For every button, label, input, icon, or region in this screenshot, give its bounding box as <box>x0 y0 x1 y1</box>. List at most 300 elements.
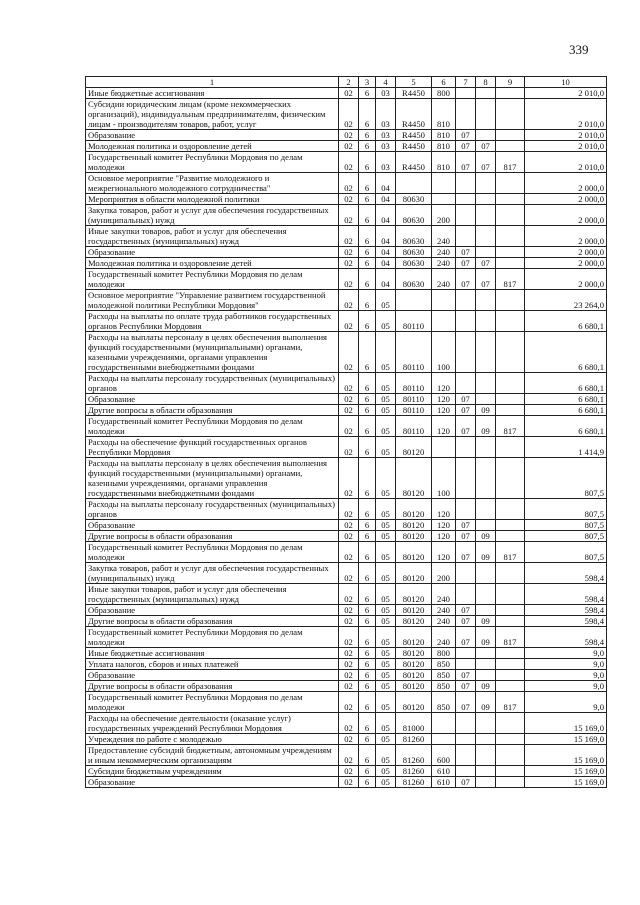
code-cell: 80120 <box>396 681 432 692</box>
table-row <box>86 616 607 627</box>
row-label: Мероприятия в области молодежной политики <box>86 194 339 205</box>
code-cell: 03 <box>376 130 396 141</box>
code-cell: 05 <box>376 745 396 766</box>
amount-cell: 807,5 <box>525 458 607 499</box>
code-cell: 05 <box>376 681 396 692</box>
code-cell: 02 <box>339 766 359 777</box>
table-row <box>86 405 607 416</box>
amount-cell: 15 169,0 <box>525 777 607 788</box>
code-cell: 05 <box>376 584 396 605</box>
row-label: Другие вопросы в области образования <box>86 531 339 542</box>
amount-cell: 1 414,9 <box>525 437 607 458</box>
row-label: Образование <box>86 670 339 681</box>
code-cell: 120 <box>432 542 456 563</box>
code-cell <box>432 437 456 458</box>
code-cell <box>456 766 476 777</box>
code-cell <box>476 563 496 584</box>
code-cell <box>456 88 476 99</box>
table-row <box>86 173 607 194</box>
code-cell <box>496 605 525 616</box>
amount-cell: 9,0 <box>525 692 607 713</box>
code-cell: 02 <box>339 437 359 458</box>
code-cell: 02 <box>339 269 359 290</box>
row-label: Государственный комитет Республики Мордовия по делам молодежи <box>86 692 339 713</box>
code-cell: 81000 <box>396 713 432 734</box>
code-cell: 6 <box>359 130 376 141</box>
code-cell <box>456 226 476 247</box>
table-row <box>86 332 607 373</box>
table-row <box>86 713 607 734</box>
code-cell: 07 <box>456 405 476 416</box>
code-cell: 80630 <box>396 258 432 269</box>
code-cell: 04 <box>376 258 396 269</box>
code-cell: 05 <box>376 563 396 584</box>
amount-cell: 6 680,1 <box>525 405 607 416</box>
code-cell: 850 <box>432 692 456 713</box>
table-row <box>86 627 607 648</box>
code-cell: 09 <box>476 542 496 563</box>
row-label: Расходы на обеспечение деятельности (оказание услуг) государственных учреждений Республики Мордовия <box>86 713 339 734</box>
code-cell: 05 <box>376 290 396 311</box>
code-cell: 800 <box>432 648 456 659</box>
code-cell: 05 <box>376 332 396 373</box>
amount-cell: 598,4 <box>525 605 607 616</box>
code-cell <box>456 745 476 766</box>
code-cell <box>496 405 525 416</box>
code-cell: 80120 <box>396 605 432 616</box>
code-cell: 81260 <box>396 777 432 788</box>
code-cell: 80630 <box>396 205 432 226</box>
code-cell: 6 <box>359 152 376 173</box>
row-label: Образование <box>86 130 339 141</box>
amount-cell: 598,4 <box>525 627 607 648</box>
row-label: Образование <box>86 247 339 258</box>
code-cell: 05 <box>376 777 396 788</box>
code-cell: 6 <box>359 542 376 563</box>
code-cell: 80120 <box>396 659 432 670</box>
code-cell: 80110 <box>396 311 432 332</box>
amount-cell: 807,5 <box>525 520 607 531</box>
code-cell: 80110 <box>396 394 432 405</box>
table-row <box>86 88 607 99</box>
code-cell: 04 <box>376 173 396 194</box>
code-cell <box>496 670 525 681</box>
code-cell <box>396 173 432 194</box>
code-cell: 6 <box>359 405 376 416</box>
code-cell <box>496 520 525 531</box>
amount-cell: 2 000,0 <box>525 205 607 226</box>
row-label: Расходы на выплаты персоналу в целях обеспечения выполнения функций государственными (муниципальными) органами, казенными учреждениями, органами управления государственными внебюджетными фондами <box>86 458 339 499</box>
code-cell <box>496 584 525 605</box>
table-row <box>86 520 607 531</box>
code-cell <box>476 584 496 605</box>
amount-cell: 2 000,0 <box>525 247 607 258</box>
row-label: Расходы на выплаты персоналу в целях обеспечения выполнения функций государственными (муниципальными) органами, казенными учреждениями, органами управления государственными внебюджетными фондами <box>86 332 339 373</box>
code-cell: 07 <box>456 520 476 531</box>
code-cell: 02 <box>339 405 359 416</box>
code-cell: 6 <box>359 88 376 99</box>
code-cell: R4450 <box>396 88 432 99</box>
code-cell: 80110 <box>396 373 432 394</box>
code-cell: 6 <box>359 311 376 332</box>
code-cell <box>456 332 476 373</box>
amount-cell: 2 000,0 <box>525 226 607 247</box>
code-cell: 05 <box>376 627 396 648</box>
code-cell: 02 <box>339 205 359 226</box>
code-cell <box>496 766 525 777</box>
table-row <box>86 766 607 777</box>
code-cell: 07 <box>456 531 476 542</box>
code-cell: 07 <box>456 394 476 405</box>
table-row <box>86 99 607 130</box>
amount-cell: 2 000,0 <box>525 173 607 194</box>
code-cell: 6 <box>359 226 376 247</box>
code-cell: 6 <box>359 766 376 777</box>
header-cell: 3 <box>359 77 376 88</box>
code-cell: 09 <box>476 531 496 542</box>
code-cell: 02 <box>339 734 359 745</box>
code-cell: 02 <box>339 247 359 258</box>
code-cell <box>496 437 525 458</box>
header-cell: 5 <box>396 77 432 88</box>
code-cell: 03 <box>376 141 396 152</box>
code-cell: 6 <box>359 99 376 130</box>
code-cell <box>456 563 476 584</box>
code-cell: 07 <box>456 616 476 627</box>
code-cell <box>456 499 476 520</box>
code-cell: 09 <box>476 627 496 648</box>
code-cell <box>496 258 525 269</box>
amount-cell: 15 169,0 <box>525 766 607 777</box>
table-row <box>86 416 607 437</box>
code-cell: 07 <box>476 152 496 173</box>
table-row <box>86 692 607 713</box>
code-cell: 02 <box>339 520 359 531</box>
code-cell <box>496 226 525 247</box>
row-label: Государственный комитет Республики Мордовия по делам молодежи <box>86 627 339 648</box>
code-cell <box>476 777 496 788</box>
code-cell: 6 <box>359 627 376 648</box>
code-cell: 810 <box>432 152 456 173</box>
code-cell: 240 <box>432 258 456 269</box>
table-row <box>86 563 607 584</box>
code-cell: 02 <box>339 458 359 499</box>
code-cell <box>496 173 525 194</box>
table-row <box>86 777 607 788</box>
code-cell: 07 <box>456 247 476 258</box>
code-cell: 02 <box>339 152 359 173</box>
code-cell <box>496 734 525 745</box>
code-cell: 80120 <box>396 458 432 499</box>
code-cell <box>496 99 525 130</box>
code-cell: 05 <box>376 542 396 563</box>
code-cell: 02 <box>339 373 359 394</box>
code-cell: 07 <box>456 692 476 713</box>
code-cell <box>476 437 496 458</box>
code-cell: 07 <box>476 269 496 290</box>
code-cell: 6 <box>359 269 376 290</box>
code-cell: 02 <box>339 194 359 205</box>
amount-cell: 2 000,0 <box>525 258 607 269</box>
amount-cell: 15 169,0 <box>525 734 607 745</box>
row-label: Предоставление субсидий бюджетным, автономным учреждениям и иным некоммерческим организациям <box>86 745 339 766</box>
code-cell: 6 <box>359 777 376 788</box>
code-cell: 02 <box>339 616 359 627</box>
table-row <box>86 458 607 499</box>
row-label: Государственный комитет Республики Мордовия по делам молодежи <box>86 152 339 173</box>
code-cell: 07 <box>456 258 476 269</box>
code-cell <box>476 311 496 332</box>
code-cell: 05 <box>376 605 396 616</box>
code-cell <box>456 99 476 130</box>
amount-cell: 598,4 <box>525 563 607 584</box>
amount-cell: 2 010,0 <box>525 88 607 99</box>
amount-cell: 2 010,0 <box>525 130 607 141</box>
table-row <box>86 531 607 542</box>
table-row <box>86 258 607 269</box>
row-label: Закупка товаров, работ и услуг для обеспечения государственных (муниципальных) нужд <box>86 205 339 226</box>
header-cell: 7 <box>456 77 476 88</box>
code-cell: 80630 <box>396 226 432 247</box>
code-cell: 05 <box>376 416 396 437</box>
table-row <box>86 681 607 692</box>
code-cell: 02 <box>339 332 359 373</box>
code-cell: 02 <box>339 130 359 141</box>
row-label: Расходы на выплаты персоналу государственных (муниципальных) органов <box>86 373 339 394</box>
code-cell: 6 <box>359 531 376 542</box>
code-cell <box>496 713 525 734</box>
row-label: Закупка товаров, работ и услуг для обеспечения государственных (муниципальных) нужд <box>86 563 339 584</box>
row-label: Образование <box>86 394 339 405</box>
table-row <box>86 269 607 290</box>
code-cell: 09 <box>476 405 496 416</box>
row-label: Государственный комитет Республики Мордовия по делам молодежи <box>86 269 339 290</box>
code-cell: 200 <box>432 205 456 226</box>
code-cell: 6 <box>359 745 376 766</box>
code-cell: 07 <box>456 670 476 681</box>
code-cell: 600 <box>432 745 456 766</box>
code-cell: 80120 <box>396 670 432 681</box>
row-label: Иные бюджетные ассигнования <box>86 88 339 99</box>
code-cell <box>432 311 456 332</box>
code-cell <box>456 311 476 332</box>
row-label: Молодежная политика и оздоровление детей <box>86 258 339 269</box>
code-cell: 6 <box>359 563 376 584</box>
table-row <box>86 734 607 745</box>
code-cell <box>476 290 496 311</box>
code-cell: R4450 <box>396 152 432 173</box>
row-label: Государственный комитет Республики Мордовия по делам молодежи <box>86 542 339 563</box>
code-cell: 100 <box>432 332 456 373</box>
code-cell <box>496 499 525 520</box>
amount-cell: 2 000,0 <box>525 194 607 205</box>
code-cell: 07 <box>456 605 476 616</box>
code-cell <box>476 670 496 681</box>
amount-cell: 807,5 <box>525 499 607 520</box>
code-cell <box>456 734 476 745</box>
code-cell: 6 <box>359 584 376 605</box>
code-cell <box>496 205 525 226</box>
code-cell: 09 <box>476 692 496 713</box>
table-row <box>86 394 607 405</box>
code-cell: 80120 <box>396 584 432 605</box>
code-cell: 02 <box>339 563 359 584</box>
code-cell: 02 <box>339 394 359 405</box>
code-cell: 04 <box>376 226 396 247</box>
code-cell: 80120 <box>396 531 432 542</box>
amount-cell: 23 264,0 <box>525 290 607 311</box>
code-cell: 817 <box>496 627 525 648</box>
amount-cell: 2 010,0 <box>525 99 607 130</box>
code-cell <box>496 659 525 670</box>
row-label: Образование <box>86 605 339 616</box>
table-row <box>86 542 607 563</box>
code-cell: 810 <box>432 130 456 141</box>
table-row <box>86 670 607 681</box>
header-cell: 10 <box>525 77 607 88</box>
code-cell: 05 <box>376 713 396 734</box>
code-cell: 02 <box>339 777 359 788</box>
code-cell <box>476 648 496 659</box>
code-cell: 02 <box>339 648 359 659</box>
row-label: Иные закупки товаров, работ и услуг для обеспечения государственных (муниципальных) нужд <box>86 226 339 247</box>
code-cell: 80120 <box>396 499 432 520</box>
code-cell: 240 <box>432 627 456 648</box>
code-cell: 610 <box>432 777 456 788</box>
table-row <box>86 311 607 332</box>
code-cell: 05 <box>376 734 396 745</box>
amount-cell: 598,4 <box>525 616 607 627</box>
code-cell: 02 <box>339 542 359 563</box>
code-cell: 120 <box>432 520 456 531</box>
amount-cell: 2 000,0 <box>525 269 607 290</box>
code-cell: 09 <box>476 616 496 627</box>
table-row <box>86 194 607 205</box>
code-cell <box>496 531 525 542</box>
code-cell: 80120 <box>396 437 432 458</box>
code-cell: 04 <box>376 194 396 205</box>
code-cell: 04 <box>376 247 396 258</box>
row-label: Государственный комитет Республики Мордовия по делам молодежи <box>86 416 339 437</box>
code-cell: 6 <box>359 290 376 311</box>
code-cell: 6 <box>359 437 376 458</box>
code-cell <box>496 648 525 659</box>
header-cell: 8 <box>476 77 496 88</box>
code-cell: 05 <box>376 373 396 394</box>
code-cell <box>496 394 525 405</box>
table-row <box>86 745 607 766</box>
amount-cell: 6 680,1 <box>525 311 607 332</box>
row-label: Расходы на обеспечение функций государственных органов Республики Мордовия <box>86 437 339 458</box>
row-label: Основное мероприятие "Управление развитием государственной молодежной политики Республики Мордовия" <box>86 290 339 311</box>
amount-cell: 9,0 <box>525 681 607 692</box>
table-row <box>86 659 607 670</box>
table-row <box>86 141 607 152</box>
amount-cell: 9,0 <box>525 648 607 659</box>
code-cell: 6 <box>359 520 376 531</box>
code-cell: 09 <box>476 681 496 692</box>
code-cell: 02 <box>339 173 359 194</box>
code-cell <box>476 745 496 766</box>
code-cell: 240 <box>432 616 456 627</box>
code-cell: 6 <box>359 373 376 394</box>
code-cell: 05 <box>376 405 396 416</box>
code-cell: 80110 <box>396 405 432 416</box>
code-cell: 05 <box>376 648 396 659</box>
code-cell: 09 <box>476 416 496 437</box>
code-cell <box>456 373 476 394</box>
code-cell: 04 <box>376 205 396 226</box>
code-cell <box>496 332 525 373</box>
code-cell: 02 <box>339 499 359 520</box>
table-row <box>86 584 607 605</box>
code-cell <box>456 584 476 605</box>
code-cell: 80120 <box>396 692 432 713</box>
table-row <box>86 226 607 247</box>
code-cell: 81260 <box>396 745 432 766</box>
code-cell <box>476 499 496 520</box>
code-cell: 03 <box>376 152 396 173</box>
code-cell: 03 <box>376 88 396 99</box>
code-cell <box>476 659 496 670</box>
code-cell: 6 <box>359 681 376 692</box>
header-row <box>86 77 607 88</box>
code-cell: 6 <box>359 332 376 373</box>
code-cell: 02 <box>339 605 359 616</box>
code-cell: 6 <box>359 258 376 269</box>
code-cell <box>476 99 496 130</box>
code-cell: 817 <box>496 692 525 713</box>
code-cell <box>496 563 525 584</box>
code-cell: 240 <box>432 247 456 258</box>
code-cell: 80630 <box>396 269 432 290</box>
amount-cell: 9,0 <box>525 659 607 670</box>
code-cell: 02 <box>339 99 359 130</box>
code-cell: 02 <box>339 659 359 670</box>
row-label: Другие вопросы в области образования <box>86 616 339 627</box>
code-cell: 6 <box>359 205 376 226</box>
amount-cell: 598,4 <box>525 584 607 605</box>
row-label: Расходы на выплаты по оплате труда работников государственных органов Республики Мордовия <box>86 311 339 332</box>
amount-cell: 6 680,1 <box>525 394 607 405</box>
code-cell: 07 <box>456 777 476 788</box>
code-cell: 02 <box>339 692 359 713</box>
code-cell: 80630 <box>396 247 432 258</box>
table-row <box>86 130 607 141</box>
code-cell: 80120 <box>396 520 432 531</box>
code-cell: 120 <box>432 405 456 416</box>
code-cell: 07 <box>456 152 476 173</box>
code-cell <box>432 734 456 745</box>
code-cell <box>456 458 476 499</box>
code-cell: 02 <box>339 713 359 734</box>
code-cell <box>456 194 476 205</box>
code-cell <box>496 141 525 152</box>
header-cell: 6 <box>432 77 456 88</box>
code-cell: 120 <box>432 416 456 437</box>
row-label: Другие вопросы в области образования <box>86 405 339 416</box>
amount-cell: 15 169,0 <box>525 713 607 734</box>
code-cell: 02 <box>339 141 359 152</box>
row-label: Иные бюджетные ассигнования <box>86 648 339 659</box>
code-cell <box>456 173 476 194</box>
code-cell: 02 <box>339 584 359 605</box>
code-cell: 02 <box>339 290 359 311</box>
table-row <box>86 648 607 659</box>
code-cell: 80630 <box>396 194 432 205</box>
code-cell: 6 <box>359 692 376 713</box>
code-cell <box>476 766 496 777</box>
